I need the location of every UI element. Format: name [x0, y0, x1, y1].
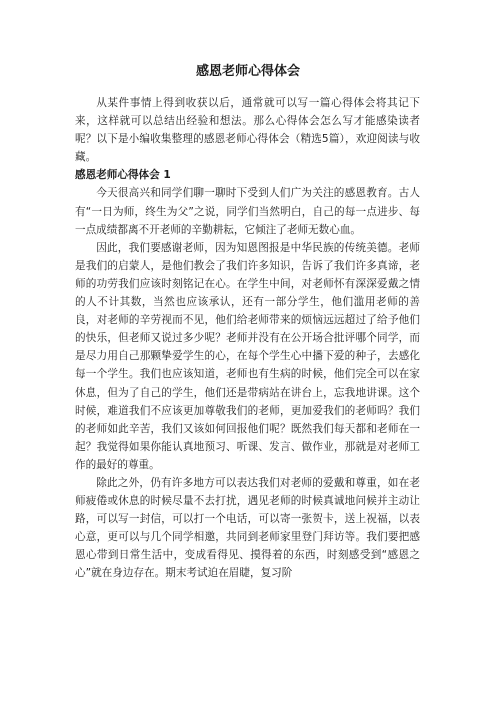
- body-paragraph: 因此，我们要感谢老师，因为知恩图报是中华民族的传统美德。老师是我们的启蒙人，是他们教会了我们许多知识，告诉了我们许多真谛，老师的功劳我们应该时刻铭记在心。在学生中间，对老师怀有深深爱戴之情的人不计其数，当然也应该承认，还有一部分学生，他们滥用老师的善良，对老师的辛劳视而不见，他们给老师带来的烦恼远远超过了给予他们的快乐，但老师又说过多少呢？老师并没有在公开场合批评哪个同学，而是尽力用自己那颗挚爱学生的心，在每个学生心中播下爱的种子，去感化每一个学生。我们也应该知道，老师也有生病的时候，他们完全可以在家休息，但为了自己的学生，他们还是带病站在讲台上，忘我地讲课。这个时候，难道我们不应该更加尊敬我们的老师，更加爱我们的老师吗？我们的老师如此辛苦，我们又该如何回报他们呢？既然我们每天都和老师在一起？我觉得如果你能认真地预习、听课、发言、做作业，那就是对老师工作的最好的尊重。: [75, 241, 420, 471]
- intro-paragraph: 从某件事情上得到收获以后，通常就可以写一篇心得体会将其记下来，这样就可以总结出经验和想法。那么心得体会怎么写才能感染读者呢？以下是小编收集整理的感恩老师心得体会（精选5篇），欢迎阅读与收藏。: [75, 97, 420, 164]
- document-body: [75, 94, 420, 583]
- body-paragraph: 今天很高兴和同学们聊一聊时下受到人们广为关注的感恩教育。古人有“一日为师，终生为父”之说，同学们当然明白，自己的每一点进步、每一点成绩都离不开老师的辛勤耕耘，它倾注了老师无数心血。: [75, 187, 420, 236]
- document-title: 感恩老师心得体会: [195, 64, 300, 79]
- body-paragraph: 除此之外，仍有许多地方可以表达我们对老师的爱戴和尊重，如在老师疲倦或休息的时候尽量不去打扰，遇见老师的时候真诚地问候并主动让路，可以写一封信，可以打一个电话，可以寄一张贺卡，送上祝福，以表心意，更可以与几个同学相邀，共同到老师家里登门拜访等。我们要把感恩心带到日常生活中，变成看得见、摸得着的东西，时刻感受到“感恩之心”就在身边存在。期末考试迫在眉睫，复习阶: [75, 476, 420, 580]
- section-heading: 感恩老师心得体会 1: [75, 169, 171, 182]
